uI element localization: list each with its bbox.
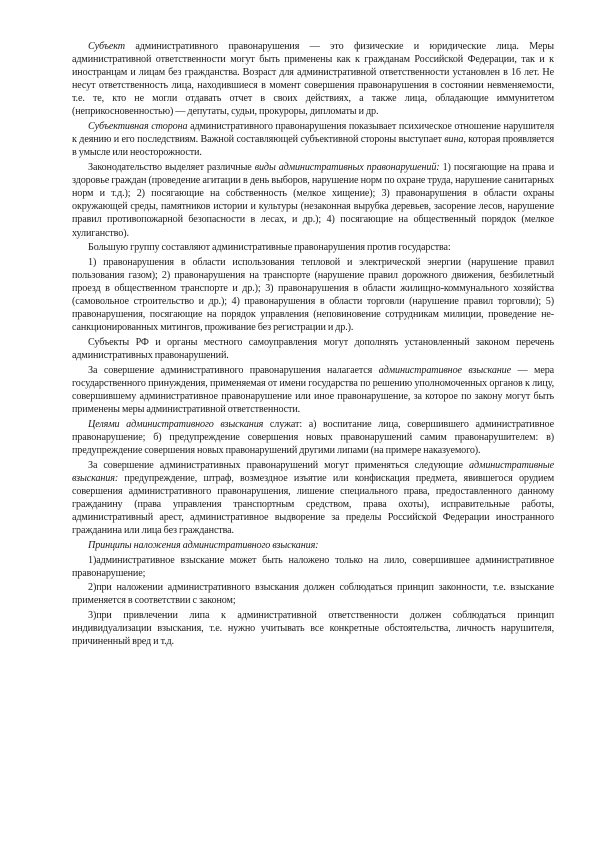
text-run: служат: а) воспитание лица, совершившего административное правонарушение; б) предупреждение совершения новых правонарушений самим правонарушителем: в) предупреждение совершения новых правонарушений другими липами (на примере наказуемого). bbox=[72, 418, 554, 456]
italic-term: вина, bbox=[444, 134, 466, 146]
text-run: 2)при наложении административного взыскания должен соблюдаться принцип законности, т.е. взыскание применяется в соответствии с законом; bbox=[72, 582, 554, 607]
list-item-principle-3 bbox=[72, 609, 554, 648]
paragraph-offenses-against-state-list bbox=[72, 256, 554, 335]
paragraph-offenses-against-state-intro bbox=[72, 241, 554, 254]
text-run: административного правонарушения — это физические и юридические лица. Меры административной ответственности могут быть применены как к гражданам Российской Федерации, так и к иностранцам и лицам без гражданства. Возраст для административной ответственности установлен в 16 лет. Не несут ответственность лица, находившиеся в момент совершения правонарушения в состоянии невменяемости, т.е. те, кто не могли отдавать отчет в своих действиях, а также лица, обладающие иммунитетом (неприкосновенностью) — депутаты, судьи, прокуроры, дипломаты и др. bbox=[72, 41, 554, 118]
italic-term: Целями административного взыскания bbox=[88, 418, 264, 430]
paragraph-penalty-kinds bbox=[72, 459, 554, 538]
heading-penalty-principles bbox=[72, 539, 554, 552]
italic-term: Принципы наложения административного взыскания: bbox=[88, 539, 319, 551]
text-run: предупреждение, штраф, возмездное изъятие или конфискация предмета, явившегося орудием совершения административного правонарушения, лишение специального права, предоставленного данному гражданину (права управления транспортным средством, права охоты), исправительные работы, административный арест, административное выдворение за пределы Российской Федерации иностранного гражданина или лица без гражданства. bbox=[72, 472, 554, 537]
italic-term: виды административных правонарушений: bbox=[254, 162, 440, 174]
text-run: которая проявляется в умысле или неосторожности. bbox=[72, 134, 554, 159]
list-item-principle-1 bbox=[72, 554, 554, 580]
text-run: За совершение административного правонарушения налагается bbox=[88, 364, 379, 376]
paragraph-penalty-goals bbox=[72, 418, 554, 457]
text-run: Субъекты РФ и органы местного самоуправления могут дополнять установленный законом перечень административных правонарушений. bbox=[72, 337, 554, 362]
italic-term: административные взыскания: bbox=[72, 459, 554, 484]
text-run: Большую группу составляют административные правонарушения против государства: bbox=[88, 242, 451, 254]
text-run: — мера государственного принуждения, применяемая от имени государства по решению уполномоченных органов к лицу, совершившему административное правонарушение или иное правонарушение, за которое по закону могут быть применены меры административной ответственности. bbox=[72, 364, 555, 416]
paragraph-subject bbox=[72, 40, 554, 119]
italic-term: Субъективная сторона bbox=[88, 121, 188, 133]
text-run: 1) правонарушения в области использования тепловой и электрической энергии (нарушение правил пользования газом); 2) правонарушения на транспорте (нарушение правил дорожного движения, безбилетный проезд в общественном транспорте и др.); 3) правонарушения в области жилищно-коммунального хозяйства (самовольное строительство и др.); 4) правонарушения в области торговли (нарушение правил торговли); 5) правонарушения, посягающие на порядок управления (неповиновение сотрудникам милиции, проведение не-санкционированных митингов, проживание без регистрации и др.). bbox=[72, 256, 554, 334]
list-item-principle-2 bbox=[72, 581, 554, 607]
italic-term: Субъект bbox=[88, 41, 125, 52]
text-run: административного правонарушения показывает психическое отношение нарушителя к деянию и его последствиям. Важной составляющей субъективной стороны выступает bbox=[72, 121, 554, 146]
text-run: 1) посягающие на права и здоровье граждан (проведение агитации в день выборов, нарушение норм по охране труда, нарушение санитарных норм и т.д.); 2) посягающие на собственность (мелкое хищение); 3) правонарушения в области охраны окружающей среды, памятников истории и культуры (незаконная вырубка деревьев, засорение лесов, нарушение правил противопожарной безопасности в лесах, и др.); 4) посягающие на общественный порядок (мелкое хулиганство). bbox=[72, 162, 554, 239]
paragraph-administrative-penalty bbox=[72, 364, 554, 416]
paragraph-offense-types bbox=[72, 161, 554, 240]
text-run: За совершение административных правонарушений могут применяться следующие bbox=[88, 459, 470, 471]
italic-term: административное взыскание bbox=[378, 364, 512, 376]
document-body bbox=[72, 40, 554, 650]
text-run: 1)административное взыскание может быть наложено только на лило, совершившее административное правонарушение; bbox=[72, 554, 554, 579]
text-run: 3)при привлечении липа к административной ответственности должен соблюдаться принцип индивидуализации взыскания, т.е. нужно учитывать все конкретные обстоятельства, личность нарушителя, причиненный вред и т.д. bbox=[72, 610, 554, 648]
paragraph-subjective-side bbox=[72, 120, 554, 159]
text-run: Законодательство выделяет различные bbox=[88, 162, 255, 174]
paragraph-regional-powers bbox=[72, 336, 554, 362]
